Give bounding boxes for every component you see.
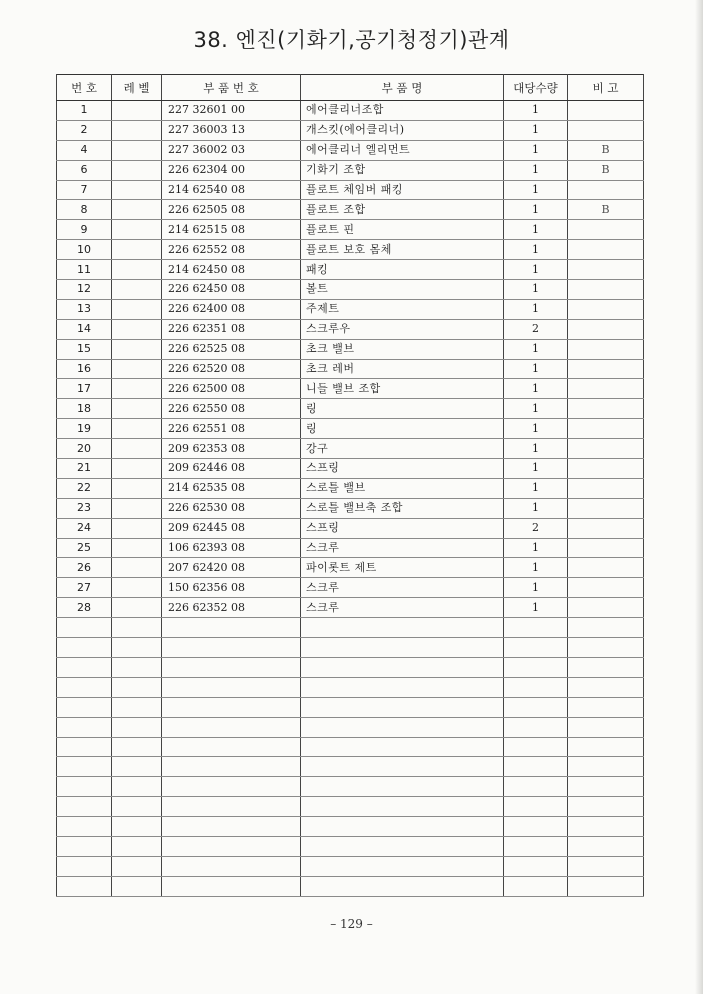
cell-note: B: [568, 200, 644, 220]
cell-no: [57, 638, 112, 658]
cell-note: [568, 618, 644, 638]
cell-qty: [504, 757, 568, 777]
cell-part-name: 스로틀 밸브: [301, 478, 504, 498]
cell-no: 21: [57, 459, 112, 479]
cell-qty: [504, 717, 568, 737]
cell-note: [568, 240, 644, 260]
cell-qty: 1: [504, 459, 568, 479]
cell-qty: 1: [504, 439, 568, 459]
cell-qty: 1: [504, 160, 568, 180]
cell-note: [568, 578, 644, 598]
cell-note: [568, 260, 644, 280]
cell-part-no: 226 62505 08: [162, 200, 301, 220]
cell-no: [57, 697, 112, 717]
header-qty: 대당수량: [504, 75, 568, 101]
cell-level: [112, 359, 162, 379]
cell-note: [568, 220, 644, 240]
cell-qty: 1: [504, 180, 568, 200]
table-row: [57, 538, 644, 558]
cell-level: [112, 240, 162, 260]
cell-part-no: [162, 657, 301, 677]
cell-no: 14: [57, 319, 112, 339]
cell-no: [57, 856, 112, 876]
cell-qty: [504, 618, 568, 638]
cell-part-no: 227 36003 13: [162, 120, 301, 140]
cell-part-no: 227 36002 03: [162, 140, 301, 160]
cell-part-name: [301, 777, 504, 797]
cell-no: 22: [57, 478, 112, 498]
cell-qty: [504, 777, 568, 797]
cell-level: [112, 677, 162, 697]
cell-qty: 1: [504, 538, 568, 558]
header-note: 비 고: [568, 75, 644, 101]
cell-level: [112, 280, 162, 300]
header-level: 레 벨: [112, 75, 162, 101]
cell-part-name: 볼트: [301, 280, 504, 300]
cell-no: 12: [57, 280, 112, 300]
cell-part-no: [162, 757, 301, 777]
cell-note: [568, 101, 644, 121]
cell-part-name: 플로트 조합: [301, 200, 504, 220]
cell-part-name: 스크루우: [301, 319, 504, 339]
cell-part-no: 226 62351 08: [162, 319, 301, 339]
cell-no: 20: [57, 439, 112, 459]
cell-qty: 1: [504, 379, 568, 399]
cell-level: [112, 618, 162, 638]
cell-level: [112, 478, 162, 498]
cell-no: 23: [57, 498, 112, 518]
cell-note: [568, 498, 644, 518]
cell-qty: 2: [504, 518, 568, 538]
cell-part-name: [301, 737, 504, 757]
cell-no: 27: [57, 578, 112, 598]
table-row: [57, 180, 644, 200]
cell-part-no: [162, 876, 301, 896]
empty-table-row: [57, 817, 644, 837]
cell-qty: 1: [504, 299, 568, 319]
cell-note: [568, 558, 644, 578]
cell-part-name: 플로트 체임버 패킹: [301, 180, 504, 200]
cell-note: B: [568, 140, 644, 160]
cell-no: 9: [57, 220, 112, 240]
cell-qty: 1: [504, 339, 568, 359]
table-row: [57, 478, 644, 498]
cell-part-no: 226 62530 08: [162, 498, 301, 518]
cell-note: [568, 478, 644, 498]
cell-part-name: 스프링: [301, 518, 504, 538]
empty-table-row: [57, 638, 644, 658]
cell-no: 8: [57, 200, 112, 220]
cell-note: [568, 757, 644, 777]
cell-note: [568, 399, 644, 419]
table-row: [57, 101, 644, 121]
cell-no: [57, 797, 112, 817]
empty-table-row: [57, 876, 644, 896]
cell-qty: 1: [504, 120, 568, 140]
cell-note: [568, 797, 644, 817]
cell-note: [568, 836, 644, 856]
cell-level: [112, 638, 162, 658]
empty-table-row: [57, 797, 644, 817]
cell-part-no: 226 62304 00: [162, 160, 301, 180]
cell-note: [568, 856, 644, 876]
cell-part-name: [301, 856, 504, 876]
cell-level: [112, 299, 162, 319]
cell-part-name: [301, 817, 504, 837]
cell-no: [57, 618, 112, 638]
cell-note: [568, 737, 644, 757]
cell-qty: [504, 677, 568, 697]
table-header-row: [57, 75, 644, 101]
cell-qty: 1: [504, 220, 568, 240]
cell-part-no: 209 62445 08: [162, 518, 301, 538]
cell-level: [112, 399, 162, 419]
cell-part-no: 227 32601 00: [162, 101, 301, 121]
cell-part-name: 기화기 조합: [301, 160, 504, 180]
cell-part-name: [301, 717, 504, 737]
cell-part-name: [301, 797, 504, 817]
cell-part-name: [301, 757, 504, 777]
table-row: [57, 240, 644, 260]
cell-part-name: 에어클리너 엘리먼트: [301, 140, 504, 160]
cell-level: [112, 439, 162, 459]
table-row: [57, 140, 644, 160]
cell-part-no: 214 62540 08: [162, 180, 301, 200]
cell-note: [568, 419, 644, 439]
cell-no: [57, 876, 112, 896]
cell-level: [112, 379, 162, 399]
cell-note: [568, 299, 644, 319]
cell-note: [568, 359, 644, 379]
cell-part-name: 패킹: [301, 260, 504, 280]
cell-part-name: [301, 677, 504, 697]
cell-no: 24: [57, 518, 112, 538]
cell-no: 17: [57, 379, 112, 399]
empty-table-row: [57, 657, 644, 677]
cell-level: [112, 777, 162, 797]
cell-qty: 1: [504, 419, 568, 439]
table-row: [57, 339, 644, 359]
cell-level: [112, 160, 162, 180]
cell-part-name: [301, 618, 504, 638]
table-row: [57, 280, 644, 300]
cell-qty: [504, 638, 568, 658]
table-row: [57, 319, 644, 339]
cell-part-name: 스크루: [301, 538, 504, 558]
cell-note: [568, 120, 644, 140]
cell-part-no: 214 62535 08: [162, 478, 301, 498]
cell-no: [57, 657, 112, 677]
cell-note: [568, 677, 644, 697]
cell-qty: [504, 856, 568, 876]
cell-part-no: [162, 717, 301, 737]
cell-level: [112, 200, 162, 220]
cell-no: 7: [57, 180, 112, 200]
cell-qty: 1: [504, 140, 568, 160]
table-row: [57, 200, 644, 220]
cell-note: [568, 459, 644, 479]
cell-level: [112, 836, 162, 856]
cell-part-name: [301, 697, 504, 717]
cell-note: [568, 697, 644, 717]
cell-level: [112, 220, 162, 240]
cell-qty: 1: [504, 200, 568, 220]
cell-level: [112, 657, 162, 677]
cell-part-name: 스프링: [301, 459, 504, 479]
cell-level: [112, 737, 162, 757]
cell-note: [568, 638, 644, 658]
cell-part-no: 226 62551 08: [162, 419, 301, 439]
cell-no: 15: [57, 339, 112, 359]
cell-level: [112, 518, 162, 538]
table-row: [57, 498, 644, 518]
cell-part-name: 플로트 핀: [301, 220, 504, 240]
table-row: [57, 359, 644, 379]
cell-part-no: [162, 817, 301, 837]
cell-level: [112, 817, 162, 837]
table-row: [57, 379, 644, 399]
table-row: [57, 439, 644, 459]
cell-level: [112, 697, 162, 717]
cell-level: [112, 797, 162, 817]
cell-part-name: 링: [301, 419, 504, 439]
cell-note: [568, 339, 644, 359]
cell-qty: 1: [504, 598, 568, 618]
cell-part-name: 초크 레버: [301, 359, 504, 379]
empty-table-row: [57, 737, 644, 757]
cell-qty: 1: [504, 558, 568, 578]
cell-no: 4: [57, 140, 112, 160]
cell-part-name: [301, 657, 504, 677]
cell-part-no: [162, 697, 301, 717]
table-row: [57, 518, 644, 538]
cell-note: [568, 717, 644, 737]
cell-part-no: 209 62353 08: [162, 439, 301, 459]
cell-part-name: [301, 876, 504, 896]
cell-level: [112, 419, 162, 439]
cell-part-no: [162, 797, 301, 817]
cell-level: [112, 260, 162, 280]
cell-part-no: 226 62520 08: [162, 359, 301, 379]
cell-no: [57, 836, 112, 856]
empty-table-row: [57, 618, 644, 638]
cell-no: 19: [57, 419, 112, 439]
cell-level: [112, 578, 162, 598]
cell-part-name: 개스킷(에어클리너): [301, 120, 504, 140]
cell-part-no: [162, 677, 301, 697]
cell-qty: 1: [504, 240, 568, 260]
cell-qty: 1: [504, 101, 568, 121]
cell-no: 18: [57, 399, 112, 419]
cell-no: 2: [57, 120, 112, 140]
table-row: [57, 299, 644, 319]
cell-no: 16: [57, 359, 112, 379]
cell-part-name: 강구: [301, 439, 504, 459]
cell-qty: [504, 697, 568, 717]
cell-level: [112, 757, 162, 777]
cell-no: 26: [57, 558, 112, 578]
cell-part-name: 초크 밸브: [301, 339, 504, 359]
table-row: [57, 598, 644, 618]
cell-qty: [504, 876, 568, 896]
cell-qty: 1: [504, 260, 568, 280]
table-row: [57, 220, 644, 240]
header-part-name: 부 품 명: [301, 75, 504, 101]
empty-table-row: [57, 777, 644, 797]
page-number: – 129 –: [330, 917, 373, 931]
cell-part-name: [301, 836, 504, 856]
cell-qty: 1: [504, 359, 568, 379]
cell-note: [568, 379, 644, 399]
cell-part-name: 주제트: [301, 299, 504, 319]
cell-no: 6: [57, 160, 112, 180]
cell-part-name: 파이롯트 제트: [301, 558, 504, 578]
table-row: [57, 459, 644, 479]
cell-part-no: [162, 737, 301, 757]
cell-no: 1: [57, 101, 112, 121]
parts-table-body: [57, 101, 644, 897]
cell-part-no: 209 62446 08: [162, 459, 301, 479]
table-row: [57, 558, 644, 578]
cell-note: [568, 439, 644, 459]
cell-no: [57, 677, 112, 697]
cell-level: [112, 876, 162, 896]
cell-part-no: 106 62393 08: [162, 538, 301, 558]
cell-no: 25: [57, 538, 112, 558]
cell-qty: [504, 657, 568, 677]
cell-qty: 2: [504, 319, 568, 339]
cell-part-no: 226 62525 08: [162, 339, 301, 359]
empty-table-row: [57, 757, 644, 777]
empty-table-row: [57, 836, 644, 856]
scan-edge-shadow: [695, 0, 703, 994]
cell-no: 13: [57, 299, 112, 319]
cell-qty: 1: [504, 478, 568, 498]
cell-part-no: 226 62550 08: [162, 399, 301, 419]
cell-note: [568, 280, 644, 300]
cell-note: [568, 777, 644, 797]
cell-level: [112, 180, 162, 200]
cell-part-no: 207 62420 08: [162, 558, 301, 578]
cell-part-name: 링: [301, 399, 504, 419]
cell-part-no: [162, 856, 301, 876]
cell-part-no: 150 62356 08: [162, 578, 301, 598]
cell-note: [568, 319, 644, 339]
cell-qty: [504, 836, 568, 856]
cell-note: [568, 538, 644, 558]
cell-part-no: [162, 638, 301, 658]
table-row: [57, 160, 644, 180]
parts-table: [56, 74, 644, 897]
cell-level: [112, 558, 162, 578]
cell-level: [112, 459, 162, 479]
table-row: [57, 120, 644, 140]
cell-level: [112, 498, 162, 518]
cell-qty: 1: [504, 280, 568, 300]
header-no: 번 호: [57, 75, 112, 101]
cell-note: [568, 876, 644, 896]
cell-part-name: 스로틀 밸브축 조합: [301, 498, 504, 518]
cell-level: [112, 101, 162, 121]
cell-part-no: 226 62352 08: [162, 598, 301, 618]
cell-qty: 1: [504, 498, 568, 518]
cell-part-no: 226 62450 08: [162, 280, 301, 300]
table-row: [57, 399, 644, 419]
cell-level: [112, 339, 162, 359]
cell-part-name: 스크루: [301, 598, 504, 618]
cell-note: [568, 598, 644, 618]
cell-qty: 1: [504, 578, 568, 598]
cell-qty: [504, 797, 568, 817]
cell-part-no: [162, 777, 301, 797]
page-title: 38. 엔진(기화기,공기청정기)관계: [193, 28, 510, 52]
empty-table-row: [57, 677, 644, 697]
cell-note: B: [568, 160, 644, 180]
cell-qty: 1: [504, 399, 568, 419]
empty-table-row: [57, 717, 644, 737]
cell-part-no: 226 62400 08: [162, 299, 301, 319]
cell-part-no: [162, 618, 301, 638]
cell-qty: [504, 737, 568, 757]
cell-no: [57, 777, 112, 797]
cell-note: [568, 657, 644, 677]
cell-part-name: 스크루: [301, 578, 504, 598]
cell-no: [57, 817, 112, 837]
cell-level: [112, 717, 162, 737]
cell-qty: [504, 817, 568, 837]
cell-no: 10: [57, 240, 112, 260]
cell-no: [57, 717, 112, 737]
cell-level: [112, 120, 162, 140]
cell-part-no: 226 62552 08: [162, 240, 301, 260]
cell-part-name: 에어클리너조합: [301, 101, 504, 121]
cell-part-no: 214 62450 08: [162, 260, 301, 280]
cell-part-no: [162, 836, 301, 856]
cell-level: [112, 140, 162, 160]
cell-no: [57, 757, 112, 777]
cell-level: [112, 319, 162, 339]
cell-note: [568, 180, 644, 200]
table-row: [57, 260, 644, 280]
cell-part-no: 214 62515 08: [162, 220, 301, 240]
cell-level: [112, 598, 162, 618]
cell-no: 28: [57, 598, 112, 618]
cell-part-name: 니들 밸브 조합: [301, 379, 504, 399]
cell-note: [568, 817, 644, 837]
cell-note: [568, 518, 644, 538]
cell-part-no: 226 62500 08: [162, 379, 301, 399]
cell-level: [112, 856, 162, 876]
table-row: [57, 578, 644, 598]
header-part-no: 부 품 번 호: [162, 75, 301, 101]
cell-part-name: 플로트 보호 몸체: [301, 240, 504, 260]
table-row: [57, 419, 644, 439]
cell-level: [112, 538, 162, 558]
cell-no: [57, 737, 112, 757]
empty-table-row: [57, 856, 644, 876]
empty-table-row: [57, 697, 644, 717]
cell-no: 11: [57, 260, 112, 280]
cell-part-name: [301, 638, 504, 658]
